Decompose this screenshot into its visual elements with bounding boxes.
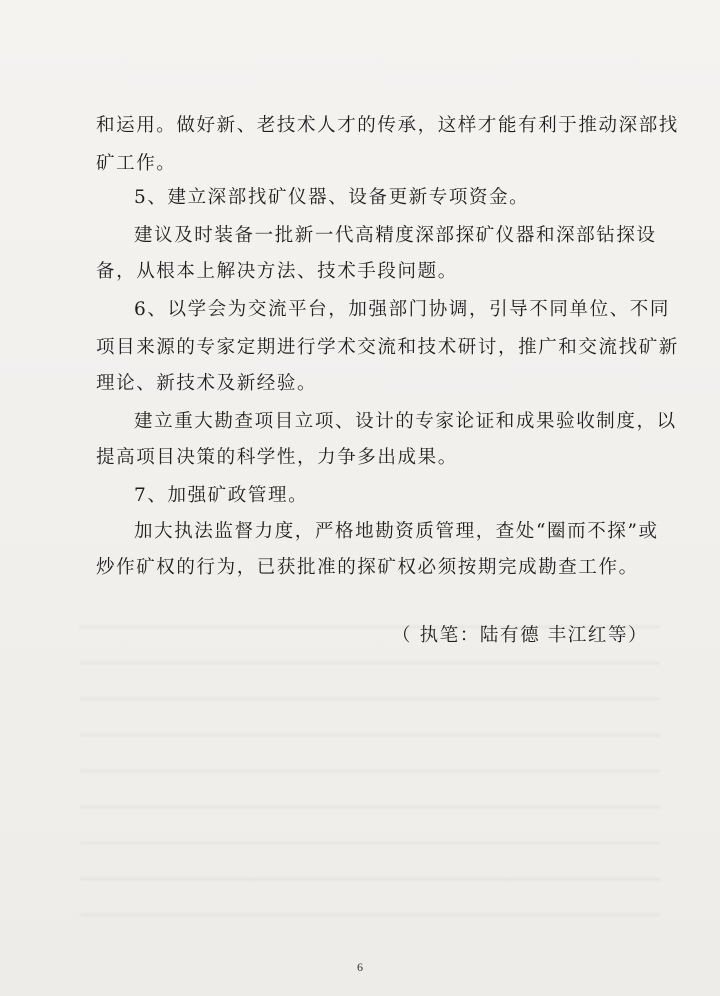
body-line-5: 备，从根本上解决方法、技术手段问题。 (96, 261, 458, 282)
body-line-13: 炒作矿权的行为，已获批准的探矿权必须按期完成勘查工作。 (96, 557, 639, 578)
bleed-through-texture (80, 600, 660, 940)
section-heading-7: 7、加强矿政管理。 (134, 485, 309, 506)
body-line-4: 建议及时装备一批新一代高精度深部探矿仪器和深部钻探设 (134, 225, 657, 246)
body-line-10: 提高项目决策的科学性，力争多出成果。 (96, 447, 458, 468)
section-heading-5: 5、建立深部找矿仪器、设备更新专项资金。 (134, 187, 530, 208)
body-line-1: 和运用。做好新、老技术人才的传承，这样才能有利于推动深部找 (96, 115, 679, 136)
body-line-8: 理论、新技术及新经验。 (96, 373, 318, 394)
author-signature: （ 执笔：陆有德 丰江红等） (392, 625, 649, 646)
page-number: 6 (357, 960, 363, 974)
body-line-9: 建立重大勘查项目立项、设计的专家论证和成果验收制度，以 (134, 411, 677, 432)
body-line-12: 加大执法监督力度，严格地勘资质管理，查处“圈而不探”或 (134, 521, 659, 542)
body-line-7: 项目来源的专家定期进行学术交流和技术研讨，推广和交流找矿新 (96, 337, 679, 358)
body-line-2: 矿工作。 (96, 153, 177, 174)
section-heading-6: 6、以学会为交流平台，加强部门协调，引导不同单位、不同 (134, 299, 670, 320)
